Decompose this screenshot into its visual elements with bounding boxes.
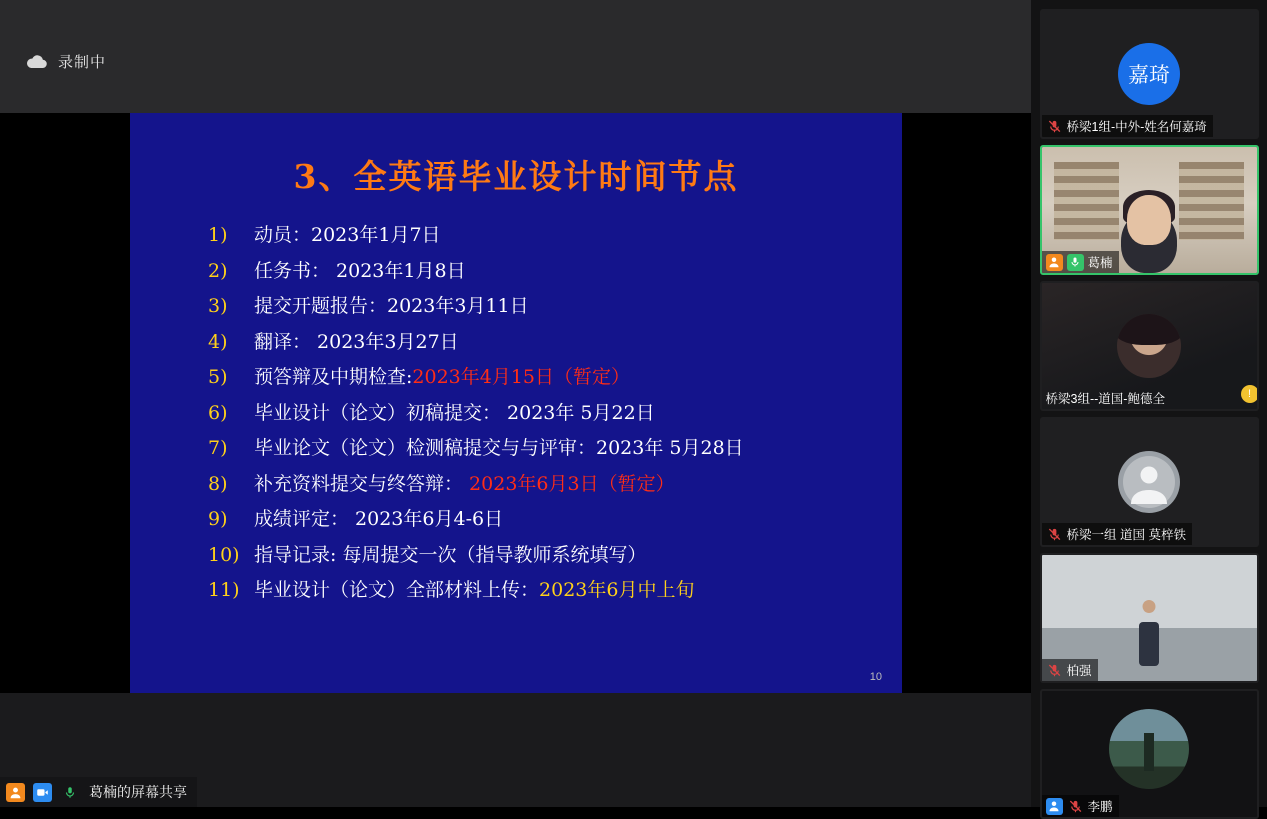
avatar: 嘉琦 bbox=[1118, 43, 1180, 105]
recording-top-bar bbox=[0, 0, 1031, 113]
bullet-text: 毕业设计（论文）初稿提交： 2023年 5月22日 bbox=[254, 401, 655, 424]
bullet-number: 2) bbox=[208, 259, 228, 282]
bullet-number: 6) bbox=[208, 401, 228, 424]
list-item bbox=[208, 469, 902, 496]
participant-tile[interactable] bbox=[1040, 689, 1259, 819]
participant-tile[interactable] bbox=[1040, 9, 1259, 139]
recording-indicator bbox=[26, 51, 106, 72]
list-item bbox=[208, 540, 902, 567]
slide-stage bbox=[0, 113, 1031, 693]
bullet-text: 动员：2023年1月7日 bbox=[254, 224, 441, 246]
participant-namebar bbox=[1042, 387, 1171, 409]
bullet-highlight: 2023年6月中上旬 bbox=[539, 579, 695, 601]
participant-name: 桥梁3组--道国-鲍德全 bbox=[1045, 392, 1165, 406]
bullet-number: 3) bbox=[208, 295, 228, 317]
list-item bbox=[208, 291, 902, 318]
participant-tile[interactable] bbox=[1040, 145, 1259, 275]
share-status-label: 葛楠的屏幕共享 bbox=[89, 784, 187, 800]
participant-name: 桥梁1组-中外-姓名何嘉琦 bbox=[1066, 120, 1207, 134]
participant-tile[interactable] bbox=[1040, 417, 1259, 547]
mic-muted-icon bbox=[1046, 118, 1063, 135]
mic-on-icon bbox=[60, 783, 79, 802]
bullet-number: 10) bbox=[208, 543, 240, 566]
list-item bbox=[208, 362, 902, 389]
screen-share-status-bar[interactable] bbox=[0, 777, 197, 807]
mic-on-icon bbox=[1067, 254, 1084, 271]
video-icon bbox=[33, 783, 52, 802]
avatar bbox=[1118, 451, 1180, 513]
participant-tile[interactable] bbox=[1040, 553, 1259, 683]
mic-muted-icon bbox=[1046, 662, 1063, 679]
slide-page-number: 10 bbox=[869, 671, 882, 683]
list-item bbox=[208, 220, 902, 247]
host-icon bbox=[6, 783, 25, 802]
mic-muted-icon bbox=[1046, 526, 1063, 543]
participant-namebar bbox=[1042, 659, 1098, 681]
bullet-number: 7) bbox=[208, 437, 228, 459]
bullet-number: 11) bbox=[208, 579, 240, 601]
cloud-recording-icon bbox=[26, 55, 48, 69]
bullet-text: 翻译： 2023年3月27日 bbox=[254, 330, 459, 353]
bullet-number: 5) bbox=[208, 366, 228, 388]
slide-bullet-list bbox=[130, 220, 902, 602]
bullet-text: 毕业论文（论文）检测稿提交与与评审：2023年 5月28日 bbox=[254, 437, 744, 459]
bullet-text: 任务书： 2023年1月8日 bbox=[254, 259, 466, 282]
bullet-text: 毕业设计（论文）全部材料上传：2023年6月中上旬 bbox=[254, 579, 695, 601]
participant-name: 葛楠 bbox=[1087, 256, 1113, 270]
bullet-text: 成绩评定： 2023年6月4-6日 bbox=[254, 508, 504, 530]
bullet-text: 补充资料提交与终答辩： 2023年6月3日（暂定） bbox=[254, 472, 675, 495]
list-item bbox=[208, 504, 902, 531]
list-item bbox=[208, 327, 902, 354]
bullet-text: 指导记录: 每周提交一次（指导教师系统填写） bbox=[254, 543, 647, 566]
bullet-number: 4) bbox=[208, 330, 228, 353]
list-item bbox=[208, 433, 902, 460]
bullet-highlight: 2023年6月3日（暂定） bbox=[463, 472, 675, 495]
host-icon bbox=[1046, 254, 1063, 271]
list-item bbox=[208, 256, 902, 283]
share-bottom-strip bbox=[0, 693, 1031, 807]
mic-muted-icon bbox=[1067, 798, 1084, 815]
participant-name: 桥梁一组 道国 莫梓铁 bbox=[1066, 528, 1186, 542]
bullet-number: 9) bbox=[208, 508, 228, 530]
list-item bbox=[208, 398, 902, 425]
bullet-highlight: 2023年4月15日（暂定） bbox=[412, 366, 631, 388]
participant-namebar bbox=[1042, 795, 1119, 817]
slide-title: 3、全英语毕业设计时间节点 bbox=[293, 157, 739, 196]
bullet-number: 1) bbox=[208, 224, 228, 246]
bullet-text: 预答辩及中期检查:2023年4月15日（暂定） bbox=[254, 366, 631, 388]
status-badge: ! bbox=[1241, 385, 1259, 403]
participant-namebar bbox=[1042, 115, 1213, 137]
video-person-head bbox=[1127, 195, 1171, 245]
bullet-number: 8) bbox=[208, 472, 228, 495]
presentation-slide bbox=[130, 113, 902, 693]
video-icon bbox=[1046, 798, 1063, 815]
video-person bbox=[1117, 314, 1181, 378]
participant-name: 柏强 bbox=[1066, 664, 1092, 678]
participant-rail[interactable] bbox=[1031, 0, 1267, 814]
recording-label: 录制中 bbox=[58, 54, 107, 71]
bullet-text: 提交开题报告：2023年3月11日 bbox=[254, 295, 529, 317]
participant-namebar bbox=[1042, 523, 1192, 545]
participant-name: 李鹏 bbox=[1087, 800, 1113, 814]
participant-tile[interactable] bbox=[1040, 281, 1259, 411]
participant-namebar bbox=[1042, 251, 1119, 273]
list-item bbox=[208, 575, 902, 602]
